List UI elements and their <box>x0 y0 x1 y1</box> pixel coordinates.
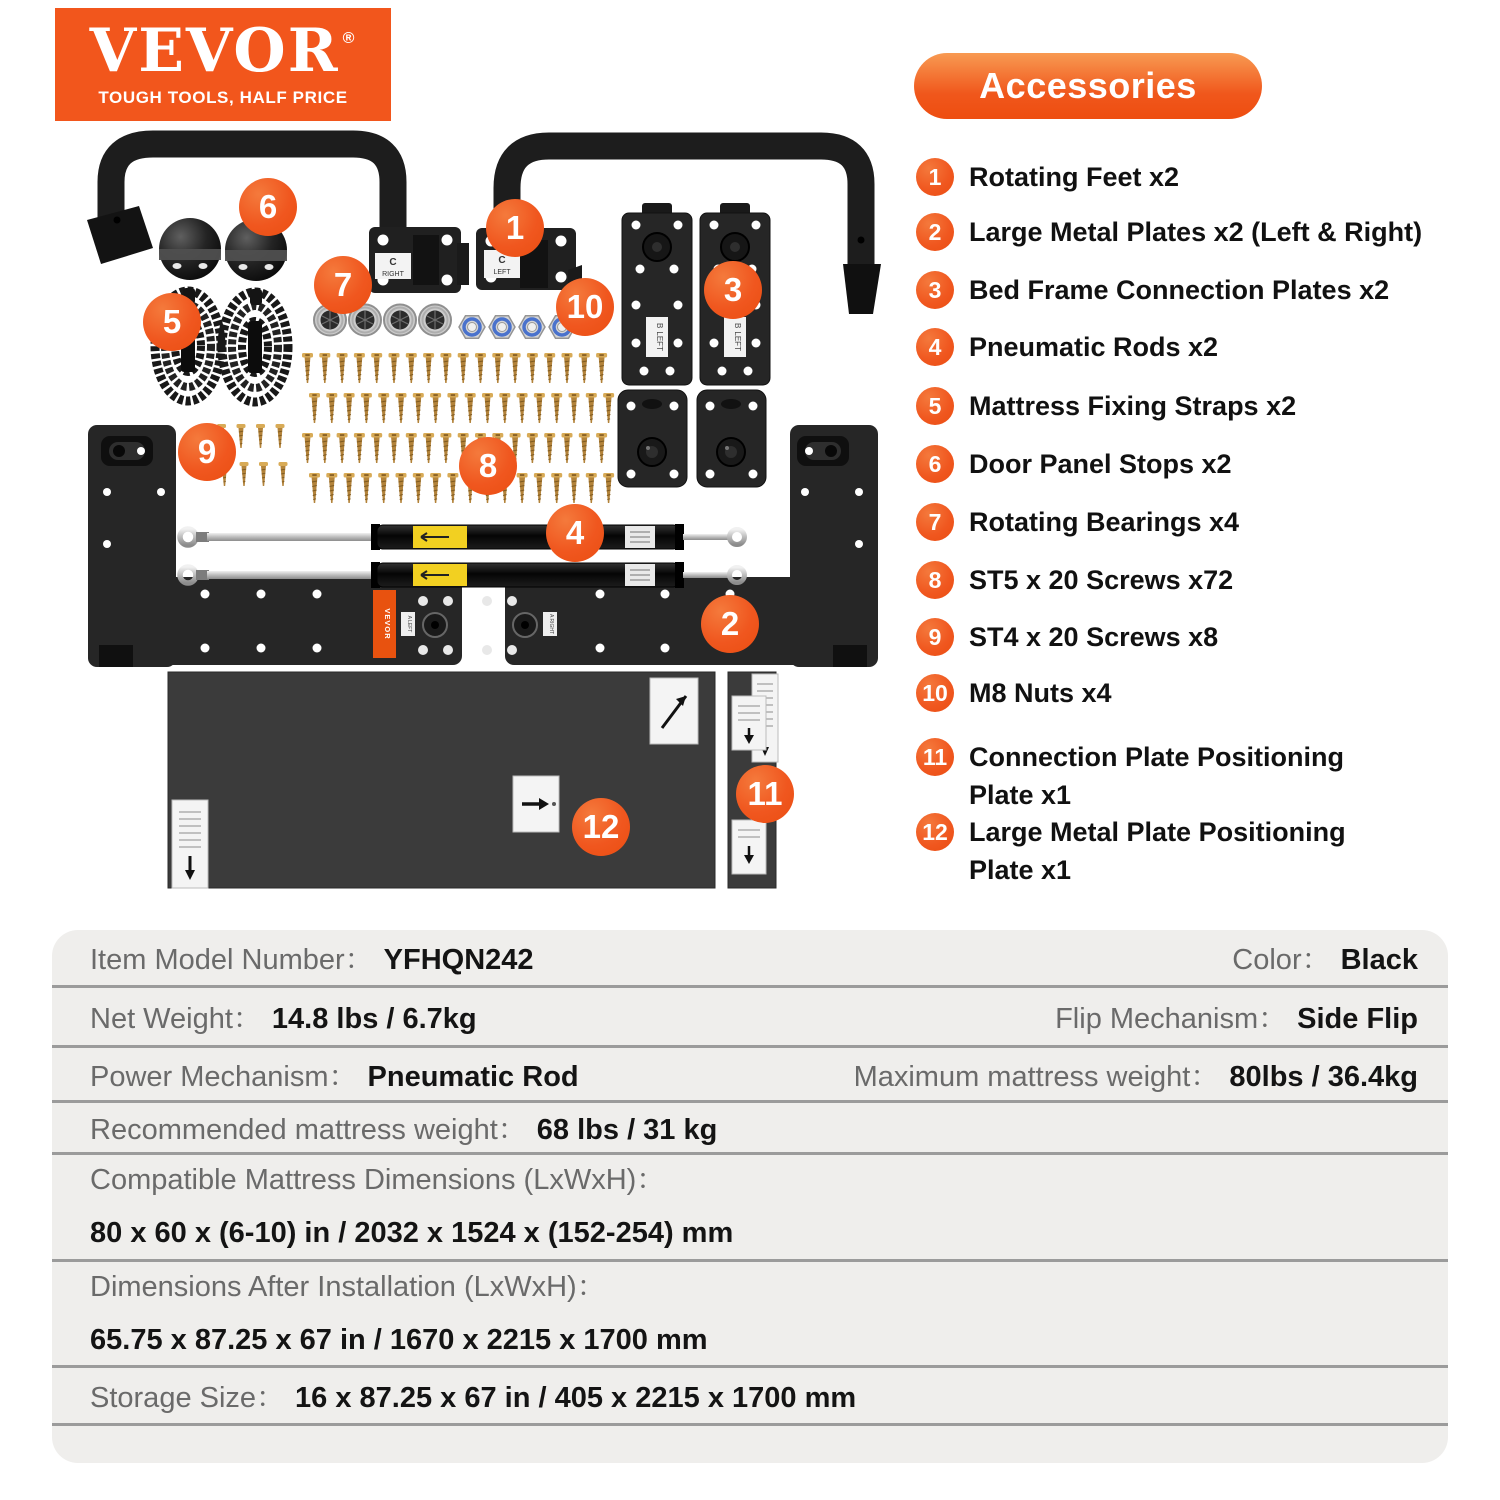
screw-icon <box>276 424 285 448</box>
vevor-logo <box>55 8 391 121</box>
screw-icon <box>510 353 521 383</box>
part-badge-3: 3 <box>704 261 762 319</box>
spec-row-weight-flip <box>52 988 1448 1048</box>
spec-storage-size: Storage Size： 16 x 87.25 x 67 in / 405 x 2215 x 1700 mm <box>90 1382 857 1414</box>
screw-icon <box>361 473 372 503</box>
screw-icon <box>596 433 607 463</box>
accessory-list-item <box>916 503 1239 541</box>
screw-icon <box>527 353 538 383</box>
screw-icon <box>354 353 365 383</box>
screw-icon <box>562 433 573 463</box>
item-number-badge: 1 <box>916 158 954 196</box>
accessory-list-item <box>916 445 1232 483</box>
item-number-badge: 12 <box>916 813 954 851</box>
spec-power-mechanism: Power Mechanism： Pneumatic Rod <box>90 1060 579 1093</box>
spec-row-installed-dimensions <box>52 1262 1448 1368</box>
screw-icon <box>406 353 417 383</box>
screw-icon <box>326 473 337 503</box>
screw-icon <box>378 393 389 423</box>
screw-icon <box>458 353 469 383</box>
screw-icon <box>544 433 555 463</box>
spec-row-recommended <box>52 1103 1448 1155</box>
item-label: Large Metal Plates x2 (Left & Right) <box>969 217 1423 247</box>
accessory-list-item <box>916 618 1218 656</box>
screw-icon <box>302 433 313 463</box>
item-number-badge: 3 <box>916 271 954 309</box>
spec-flip-mechanism: Flip Mechanism： Side Flip <box>1055 1003 1418 1035</box>
screw-icon <box>396 393 407 423</box>
c-right-bracket-part <box>369 227 469 293</box>
screw-icon <box>406 433 417 463</box>
part-badge-1: 1 <box>486 199 544 257</box>
screw-icon <box>256 424 265 448</box>
svg-text:VEVOR: VEVOR <box>383 608 392 640</box>
item-number-badge: 10 <box>916 674 954 712</box>
part-badge-9: 9 <box>178 423 236 481</box>
screw-icon <box>586 473 597 503</box>
connection-plate-part <box>622 203 692 385</box>
screw-icon <box>371 433 382 463</box>
screw-icon <box>492 353 503 383</box>
screw-icon <box>517 473 528 503</box>
screw-icon <box>389 433 400 463</box>
screw-icon <box>603 473 614 503</box>
accessory-list-item <box>916 328 1218 366</box>
small-plate-part <box>618 390 687 487</box>
screw-icon <box>440 353 451 383</box>
spec-table <box>52 930 1448 1463</box>
screw-icon <box>396 473 407 503</box>
item-label: Large Metal Plate Positioning Plate x1 <box>969 817 1346 885</box>
small-plate-part <box>697 390 766 487</box>
brand-tagline: TOUGH TOOLS, HALF PRICE <box>98 88 348 107</box>
screw-icon <box>430 393 441 423</box>
large-positioning-plate-part <box>168 672 715 888</box>
screw-icon <box>361 393 372 423</box>
screw-icon <box>378 473 389 503</box>
screw-icon <box>389 353 400 383</box>
screw-icon <box>579 433 590 463</box>
spec-model: Item Model Number： YFHQN242 <box>90 944 534 976</box>
accessory-list-item <box>916 271 1389 309</box>
accessory-list-item <box>916 674 1112 712</box>
accessory-list-item <box>916 158 1179 196</box>
svg-text:A RIGHT: A RIGHT <box>548 613 554 635</box>
item-number-badge: 6 <box>916 445 954 483</box>
screw-icon <box>475 353 486 383</box>
screw-icon <box>344 473 355 503</box>
screw-icon <box>413 393 424 423</box>
screw-icon <box>551 393 562 423</box>
screw-icon <box>586 393 597 423</box>
screw-icon <box>237 424 246 448</box>
screw-icon <box>517 393 528 423</box>
svg-text:BLEFT: BLEFT <box>733 323 742 351</box>
st5-screws-group <box>302 353 614 503</box>
item-label: Pneumatic Rods x2 <box>969 332 1219 362</box>
screw-icon <box>309 393 320 423</box>
parts-photo <box>55 120 895 930</box>
item-number-badge: 9 <box>916 618 954 656</box>
screw-icon <box>319 353 330 383</box>
registered-mark: ® <box>342 30 357 47</box>
screw-icon <box>371 353 382 383</box>
item-label: ST5 x 20 Screws x72 <box>969 565 1234 595</box>
item-label: Mattress Fixing Straps x2 <box>969 391 1297 421</box>
svg-text:A LEFT: A LEFT <box>406 615 412 633</box>
accessory-list-item <box>916 561 1233 599</box>
part-badge-8: 8 <box>459 437 517 495</box>
item-label: Rotating Feet x2 <box>969 162 1180 192</box>
spec-net-weight: Net Weight： 14.8 lbs / 6.7kg <box>90 1003 477 1035</box>
screw-icon <box>534 393 545 423</box>
screw-icon <box>337 353 348 383</box>
screw-icon <box>430 473 441 503</box>
screw-icon <box>569 473 580 503</box>
screw-icon <box>259 462 268 486</box>
item-label: Rotating Bearings x4 <box>969 507 1240 537</box>
accessories-title: Accessories <box>914 53 1262 119</box>
spec-row-model-color <box>52 930 1448 988</box>
screw-icon <box>447 393 458 423</box>
spec-row-storage <box>52 1368 1448 1426</box>
svg-text:LEFT: LEFT <box>493 269 511 276</box>
part-badge-10: 10 <box>556 278 614 336</box>
svg-text:BLEFT: BLEFT <box>655 323 664 351</box>
screw-icon <box>319 433 330 463</box>
spec-row-power-max <box>52 1048 1448 1103</box>
accessory-list-item <box>916 738 1409 814</box>
screw-icon <box>596 353 607 383</box>
part-badge-6: 6 <box>239 178 297 236</box>
spec-color: Color： Black <box>1232 944 1418 976</box>
item-label: Door Panel Stops x2 <box>969 449 1232 479</box>
screw-icon <box>465 393 476 423</box>
screw-icon <box>499 393 510 423</box>
item-number-badge: 2 <box>916 213 954 251</box>
item-number-badge: 7 <box>916 503 954 541</box>
spec-recommended-weight: Recommended mattress weight： 68 lbs / 31 kg <box>90 1114 718 1146</box>
accessory-list-item <box>916 813 1409 889</box>
screw-icon <box>302 353 313 383</box>
spec-row-mattress-dimensions <box>52 1155 1448 1262</box>
spec-mattress-dims-value: 80 x 60 x (6-10) in / 2032 x 1524 x (152-254) mm <box>90 1217 734 1249</box>
accessory-list-item <box>916 213 1422 251</box>
spec-max-mattress-weight: Maximum mattress weight： 80lbs / 36.4kg <box>853 1060 1418 1093</box>
screw-icon <box>337 433 348 463</box>
item-number-badge: 8 <box>916 561 954 599</box>
screw-icon <box>569 393 580 423</box>
screw-icon <box>551 473 562 503</box>
screw-icon <box>562 353 573 383</box>
part-badge-7: 7 <box>314 256 372 314</box>
accessory-list-item <box>916 387 1296 425</box>
screw-icon <box>579 353 590 383</box>
m8-nuts-part <box>459 316 575 339</box>
door-panel-stop-icon <box>159 218 221 280</box>
screw-icon <box>440 433 451 463</box>
item-label: Connection Plate Positioning Plate x1 <box>969 742 1345 810</box>
spec-installed-dims-label: Dimensions After Installation (LxWxH)： <box>90 1270 606 1303</box>
screw-icon <box>413 473 424 503</box>
item-number-badge: 11 <box>916 738 954 776</box>
spec-installed-dims-value: 65.75 x 87.25 x 67 in / 1670 x 2215 x 1700 mm <box>90 1323 708 1356</box>
screw-icon <box>354 433 365 463</box>
part-badge-5: 5 <box>143 293 201 351</box>
accessories-section <box>900 50 1500 910</box>
screw-icon <box>279 462 288 486</box>
item-label: M8 Nuts x4 <box>969 678 1112 708</box>
part-badge-2: 2 <box>701 595 759 653</box>
part-badge-12: 12 <box>572 798 630 856</box>
item-number-badge: 5 <box>916 387 954 425</box>
screw-icon <box>447 473 458 503</box>
screw-icon <box>603 393 614 423</box>
svg-text:C: C <box>389 257 397 268</box>
screw-icon <box>326 393 337 423</box>
brand-name: VEVOR ® <box>89 16 357 86</box>
item-number-badge: 4 <box>916 328 954 366</box>
screw-icon <box>482 393 493 423</box>
screw-icon <box>309 473 320 503</box>
item-label: ST4 x 20 Screws x8 <box>969 622 1219 652</box>
screw-icon <box>240 462 249 486</box>
svg-text:RIGHT: RIGHT <box>382 271 404 278</box>
part-badge-4: 4 <box>546 504 604 562</box>
screw-icon <box>423 353 434 383</box>
screw-icon <box>534 473 545 503</box>
svg-text:C: C <box>498 255 506 266</box>
item-label: Bed Frame Connection Plates x2 <box>969 275 1390 305</box>
spec-mattress-dims-label: Compatible Mattress Dimensions (LxWxH)： <box>90 1164 666 1196</box>
screw-icon <box>344 393 355 423</box>
screw-icon <box>544 353 555 383</box>
part-badge-11: 11 <box>736 765 794 823</box>
screw-icon <box>527 433 538 463</box>
screw-icon <box>423 433 434 463</box>
pneumatic-rod-part <box>180 524 745 588</box>
